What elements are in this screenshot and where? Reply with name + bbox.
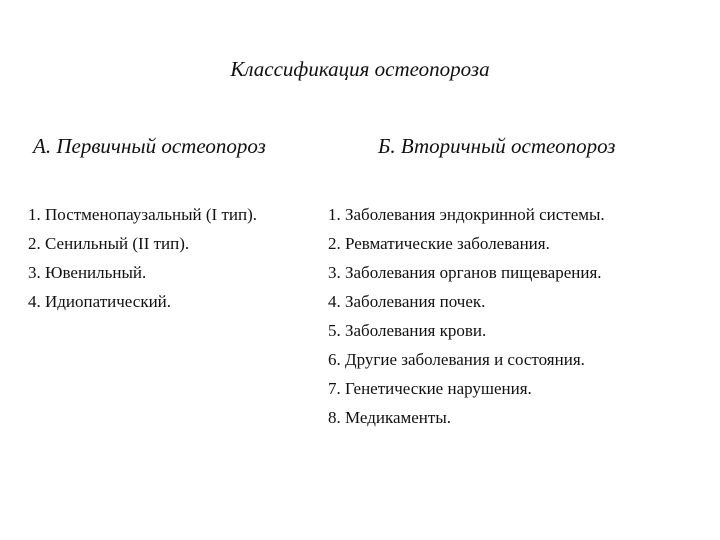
list-item: 6. Другие заболевания и состояния. [328,350,585,369]
list-item: 4. Идиопатический. [28,292,172,311]
primary-heading: А. Первичный остеопороз [33,134,266,158]
list-item: 5. Заболевания крови. [328,321,487,340]
list-item: 2. Сенильный (II тип). [28,234,190,253]
secondary-list [328,200,605,432]
list-item: 4. Заболевания почек. [328,292,486,311]
list-item: 8. Медикаменты. [328,408,452,427]
list-item: 1. Постменопаузальный (I тип). [28,205,257,224]
page-title: Классификация остеопороза [230,57,490,81]
list-item: 3. Ювенильный. [28,263,147,282]
secondary-heading: Б. Вторичный остеопороз [378,134,616,158]
secondary-osteoporosis-column [328,134,698,427]
list-item: 1. Заболевания эндокринной системы. [328,205,605,224]
list-item: 7. Генетические нарушения. [328,379,532,398]
list-item: 2. Ревматические заболевания. [328,234,550,253]
primary-osteoporosis-column [28,134,323,311]
list-item: 3. Заболевания органов пищеварения. [328,263,602,282]
primary-list [28,200,257,316]
